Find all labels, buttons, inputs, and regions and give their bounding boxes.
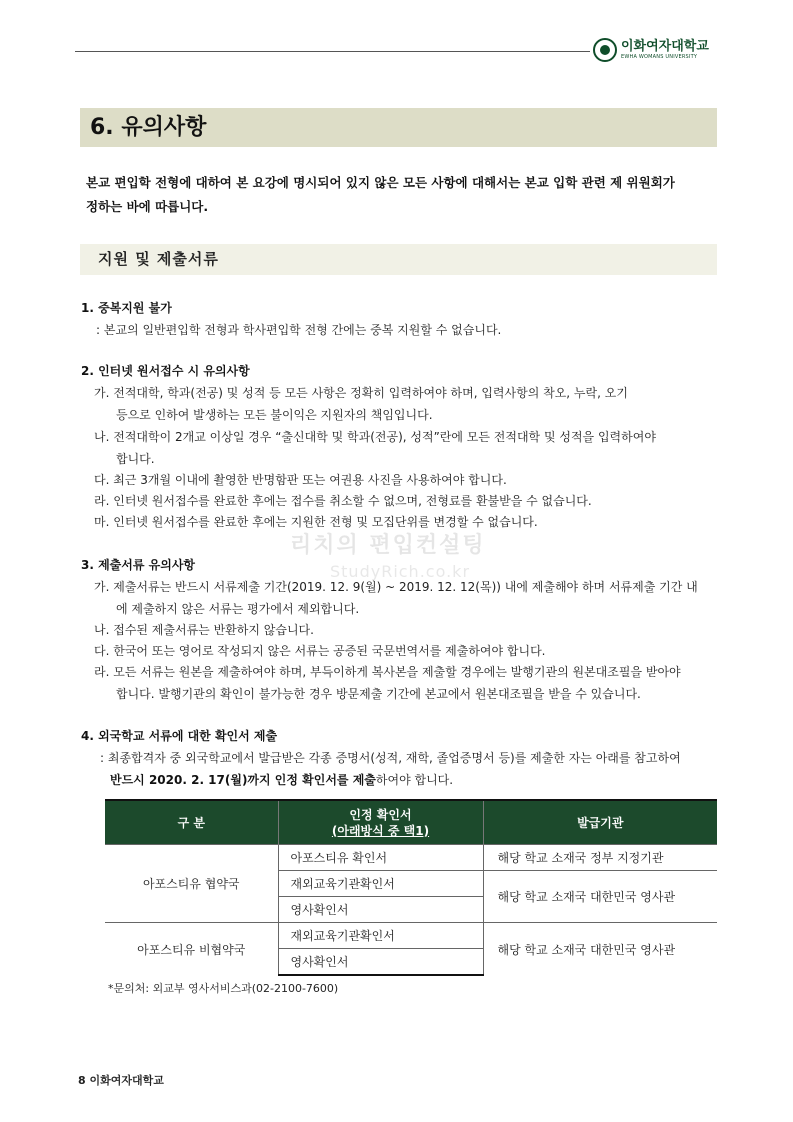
logo-korean-name: 이화여자대학교	[621, 39, 709, 54]
item-3-ra-line-1: 라. 모든 서류는 원본을 제출하여야 하며, 부득이하게 복사본을 제출할 경우에는 발행기관의 원본대조필을 받아야	[94, 665, 681, 679]
university-seal-icon	[593, 38, 617, 62]
item-3-ga-line-1: 가. 제출서류는 반드시 서류제출 기간(2019. 12. 9(월) ~ 2019. 12. 12(목)) 내에 제출해야 하며 서류제출 기간 내	[94, 580, 698, 594]
item-4-body-line-1: : 최종합격자 중 외국학교에서 발급받은 각종 증명서(성적, 재학, 졸업증명서 등)를 제출한 자는 아래를 참고하여	[100, 751, 681, 765]
item-3-na: 나. 접수된 제출서류는 반환하지 않습니다.	[94, 623, 314, 637]
issuer-government: 해당 학교 소재국 정부 지정기관	[483, 845, 717, 871]
item-4-deadline-bold: 반드시 2020. 2. 17(월)까지 인정 확인서를 제출	[110, 773, 376, 787]
table-header-row	[105, 800, 717, 845]
item-2-na-line-1: 나. 전적대학이 2개교 이상일 경우 “출신대학 및 학과(전공), 성적”란에 모든 전적대학 및 성적을 입력하여야	[94, 430, 656, 444]
header-certificate-line-1: 인정 확인서	[349, 807, 412, 822]
item-4-body-line-2	[110, 771, 453, 788]
item-2-ma: 마. 인터넷 원서접수를 완료한 후에는 지원한 전형 및 모집단위를 변경할 수 없습니다.	[94, 515, 538, 529]
item-1-body: : 본교의 일반편입학 전형과 학사편입학 전형 간에는 중복 지원할 수 없습니다.	[96, 323, 502, 337]
page-footer	[78, 1072, 164, 1088]
item-2-ra: 라. 인터넷 원서접수를 완료한 후에는 접수를 취소할 수 없으며, 전형료를 환불받을 수 없습니다.	[94, 494, 592, 508]
item-3-ga-line-2: 에 제출하지 않은 서류는 평가에서 제외합니다.	[116, 602, 360, 616]
contact-footnote: *문의처: 외교부 영사서비스과(02-2100-7600)	[108, 982, 339, 995]
header-certificate-line-2: (아래방식 중 택1)	[331, 823, 430, 838]
section-intro	[86, 171, 726, 219]
header-category: 구 분	[105, 800, 278, 845]
item-2-na-line-2: 합니다.	[116, 452, 155, 466]
item-2-da: 다. 최근 3개월 이내에 촬영한 반명함판 또는 여권용 사진을 사용하여야 합니다.	[94, 473, 507, 487]
page-number: 8	[78, 1074, 86, 1087]
doc-consul: 영사확인서	[278, 897, 483, 923]
item-3-da: 다. 한국어 또는 영어로 작성되지 않은 서류는 공증된 국문번역서를 제출하여야 합니다.	[94, 644, 546, 658]
university-logo	[593, 38, 709, 62]
intro-line-2: 정하는 바에 따릅니다.	[86, 199, 209, 214]
confirmation-table	[105, 799, 717, 976]
doc-embassy-school: 재외교육기관확인서	[278, 923, 483, 949]
issuer-consulate: 해당 학교 소재국 대한민국 영사관	[483, 923, 717, 976]
section-title: 6. 유의사항	[80, 108, 717, 147]
table-row	[105, 845, 717, 871]
doc-apostille: 아포스티유 확인서	[278, 845, 483, 871]
doc-consul: 영사확인서	[278, 949, 483, 976]
category-apostille-nonmember: 아포스티유 비협약국	[105, 923, 278, 976]
item-3-ra-line-2: 합니다. 발행기관의 확인이 불가능한 경우 방문제출 기간에 본교에서 원본대조필을 받을 수 있습니다.	[116, 687, 641, 701]
item-4-body-rest: 하여야 합니다.	[375, 773, 454, 787]
category-apostille-member: 아포스티유 협약국	[105, 845, 278, 923]
footer-university-name: 이화여자대학교	[89, 1074, 164, 1087]
item-2-heading: 2. 인터넷 원서접수 시 유의사항	[81, 364, 250, 378]
item-2-ga-line-2: 등으로 인하여 발생하는 모든 불이익은 지원자의 책임입니다.	[116, 408, 433, 422]
header-certificate	[278, 800, 483, 845]
watermark-url: StudyRich.co.kr	[330, 562, 471, 581]
item-4-heading: 4. 외국학교 서류에 대한 확인서 제출	[81, 729, 278, 743]
issuer-consulate: 해당 학교 소재국 대한민국 영사관	[483, 871, 717, 923]
subsection-title: 지원 및 제출서류	[80, 244, 717, 275]
intro-line-1: 본교 편입학 전형에 대하여 본 요강에 명시되어 있지 않은 모든 사항에 대해서는 본교 입학 관련 제 위원회가	[86, 175, 675, 190]
watermark-text: 리치의 편입컨설팅	[290, 533, 486, 558]
header-issuer: 발급기관	[483, 800, 717, 845]
table-row	[105, 923, 717, 949]
item-1-heading: 1. 중복지원 불가	[81, 301, 172, 315]
header-rule	[75, 51, 590, 52]
logo-english-name: EWHA WOMANS UNIVERSITY	[621, 54, 698, 60]
doc-embassy-school: 재외교육기관확인서	[278, 871, 483, 897]
item-2-ga-line-1: 가. 전적대학, 학과(전공) 및 성적 등 모든 사항은 정확히 입력하여야 하며, 입력사항의 착오, 누락, 오기	[94, 386, 628, 400]
item-3-heading: 3. 제출서류 유의사항	[81, 558, 196, 572]
